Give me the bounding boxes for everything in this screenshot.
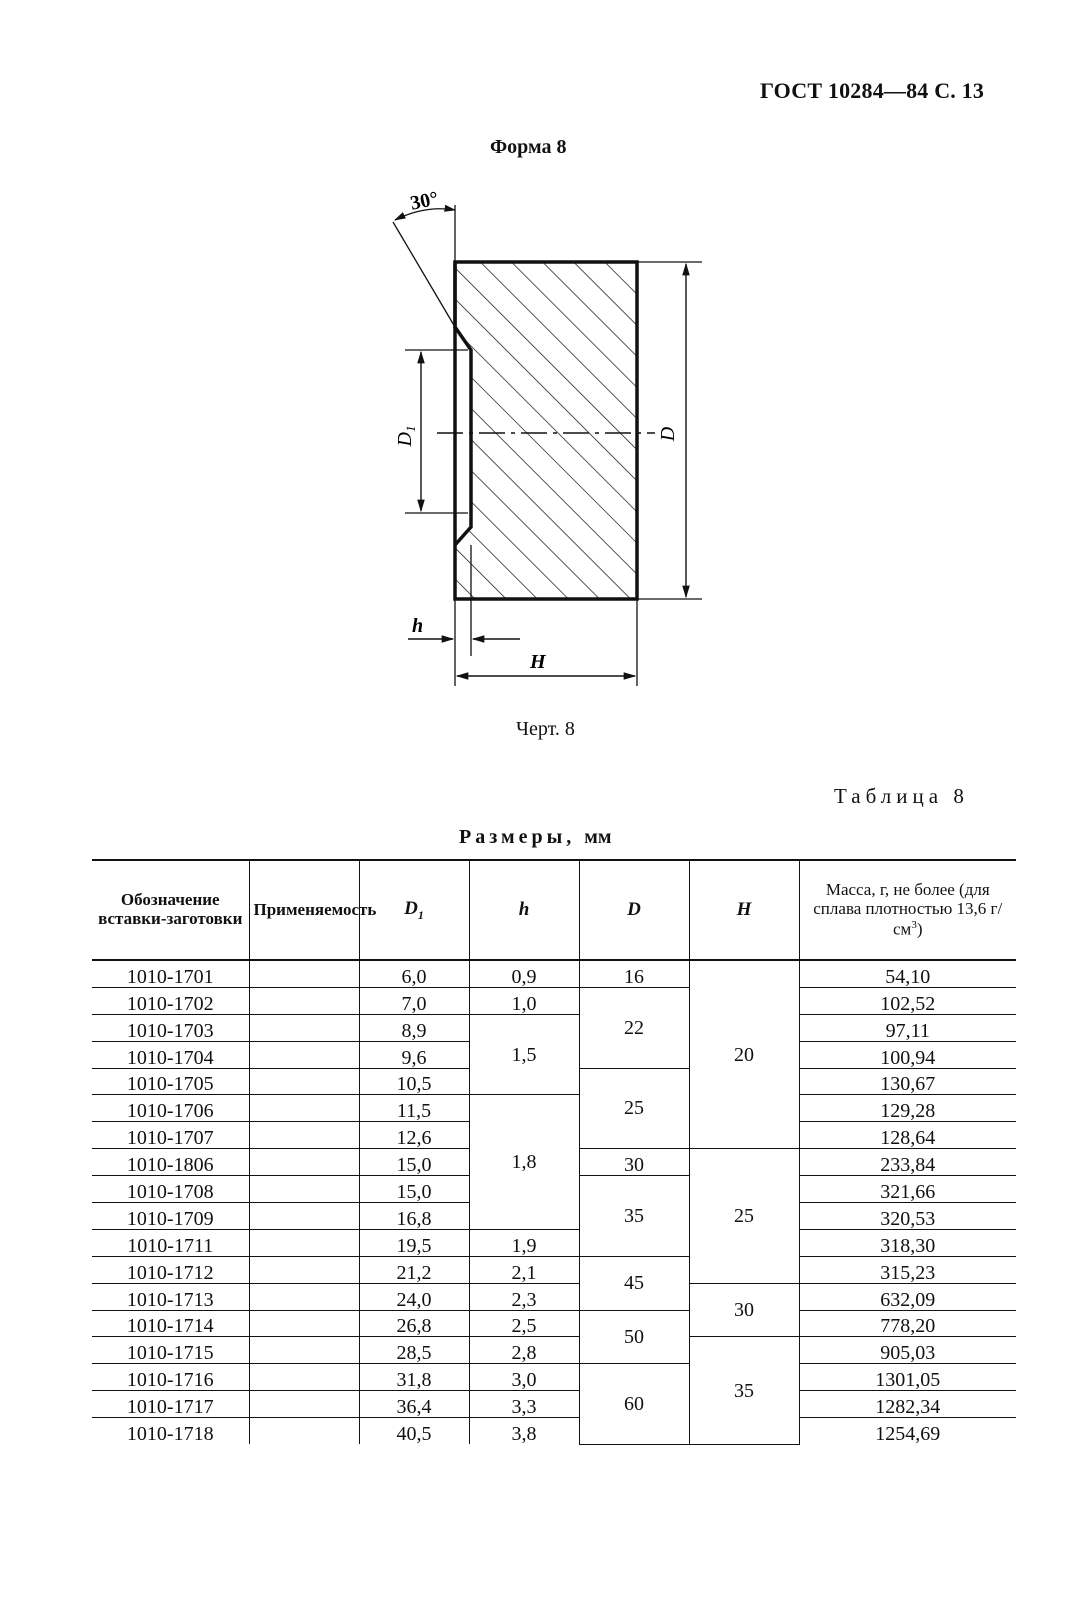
cell-h: 3,0: [469, 1364, 579, 1391]
cell-applicability: [249, 1283, 359, 1310]
cell-mass: 315,23: [799, 1256, 1016, 1283]
cell-h: 2,5: [469, 1310, 579, 1337]
cell-mass: 321,66: [799, 1176, 1016, 1203]
cell-designation: 1010-1713: [92, 1283, 249, 1310]
d-label: D: [657, 426, 679, 442]
cell-mass: 97,11: [799, 1014, 1016, 1041]
table-row: [92, 987, 1016, 1014]
cell-h: 1,8: [469, 1095, 579, 1229]
cell-mass: 129,28: [799, 1095, 1016, 1122]
cell-applicability: [249, 1310, 359, 1337]
cell-mass: 778,20: [799, 1310, 1016, 1337]
cell-d1: 15,0: [359, 1149, 469, 1176]
cell-d1: 40,5: [359, 1418, 469, 1444]
cell-d1: 28,5: [359, 1337, 469, 1364]
cell-d1: 16,8: [359, 1203, 469, 1230]
cell-designation: 1010-1704: [92, 1041, 249, 1068]
cell-d1: 21,2: [359, 1256, 469, 1283]
table-row: [92, 1310, 1016, 1337]
cell-H: 25: [689, 1149, 799, 1283]
cell-d1: 12,6: [359, 1122, 469, 1149]
cell-designation: 1010-1712: [92, 1256, 249, 1283]
cell-designation: 1010-1701: [92, 960, 249, 987]
cell-mass: 318,30: [799, 1229, 1016, 1256]
cell-designation: 1010-1705: [92, 1068, 249, 1095]
cell-d: 60: [579, 1364, 689, 1444]
cell-mass: 100,94: [799, 1041, 1016, 1068]
header-h: h: [469, 860, 579, 960]
cell-mass: 1301,05: [799, 1364, 1016, 1391]
cell-mass: 632,09: [799, 1283, 1016, 1310]
cell-d: 16: [579, 960, 689, 987]
cell-d: 25: [579, 1068, 689, 1149]
table-header-row: [92, 860, 1016, 960]
table-row: [92, 1256, 1016, 1283]
cell-d1: 26,8: [359, 1310, 469, 1337]
cell-h: 2,3: [469, 1283, 579, 1310]
cell-designation: 1010-1715: [92, 1337, 249, 1364]
cell-mass: 905,03: [799, 1337, 1016, 1364]
cell-h: 3,8: [469, 1418, 579, 1444]
cell-designation: 1010-1706: [92, 1095, 249, 1122]
header-mass: Масса, г, не более (для сплава плотностью 13,6 $г/см^3$): [799, 860, 1016, 960]
cell-applicability: [249, 1176, 359, 1203]
cell-H: 35: [689, 1337, 799, 1444]
cell-d1: 15,0: [359, 1176, 469, 1203]
cell-designation: 1010-1703: [92, 1014, 249, 1041]
cell-mass: 102,52: [799, 987, 1016, 1014]
cell-d1: 10,5: [359, 1068, 469, 1095]
angle-label: 30°: [408, 187, 441, 215]
cell-designation: 1010-1806: [92, 1149, 249, 1176]
cell-mass: 1254,69: [799, 1418, 1016, 1444]
cell-d: 35: [579, 1176, 689, 1257]
header-designation: Обозначение вставки-заготовки: [92, 860, 249, 960]
table-row: [92, 1229, 1016, 1256]
cell-d1: 24,0: [359, 1283, 469, 1310]
table-row: [92, 1364, 1016, 1391]
cell-h: 1,5: [469, 1014, 579, 1095]
header-d: D: [579, 860, 689, 960]
cell-d1: 9,6: [359, 1041, 469, 1068]
cell-d1: 7,0: [359, 987, 469, 1014]
cell-applicability: [249, 960, 359, 987]
cell-applicability: [249, 1203, 359, 1230]
cell-designation: 1010-1718: [126, 1423, 214, 1446]
cell-d1: 6,0: [359, 960, 469, 987]
cell-applicability: [249, 1364, 359, 1391]
cell-applicability: [249, 1337, 359, 1364]
cell-applicability: [249, 1229, 359, 1256]
table-row: [92, 1014, 1016, 1041]
header-H: H: [689, 860, 799, 960]
table-row: [92, 1418, 1016, 1444]
part-section: [455, 262, 637, 599]
cell-d1: 31,8: [359, 1364, 469, 1391]
cell-applicability: [249, 987, 359, 1014]
cell-designation: 1010-1714: [92, 1310, 249, 1337]
cell-applicability: [249, 1391, 359, 1418]
header-d1: $D_1$: [359, 860, 469, 960]
cell-designation: 1010-1702: [92, 987, 249, 1014]
cell-h: 2,8: [469, 1337, 579, 1364]
cell-h: 0,9: [469, 960, 579, 987]
cell-d: 30: [579, 1149, 689, 1176]
cell-designation: 1010-1708: [92, 1176, 249, 1203]
cell-applicability: [249, 1122, 359, 1149]
cell-H: 20: [689, 960, 799, 1149]
header-applicability: Применяемость: [249, 860, 359, 960]
cell-h: 1,9: [469, 1229, 579, 1256]
table-row: [92, 1391, 1016, 1418]
cell-applicability: [249, 1418, 359, 1444]
cell-applicability: [249, 1014, 359, 1041]
cell-mass: 54,10: [799, 960, 1016, 987]
cell-mass: 128,64: [799, 1122, 1016, 1149]
table-subtitle: Размеры, мм: [459, 826, 612, 848]
cell-applicability: [249, 1041, 359, 1068]
cell-designation: 1010-1707: [92, 1122, 249, 1149]
cell-mass: 320,53: [799, 1203, 1016, 1230]
dimension-d1: [394, 350, 468, 513]
cell-h: 2,1: [469, 1256, 579, 1283]
table-row: [92, 960, 1016, 987]
dimension-d: [637, 262, 702, 599]
cell-mass: 233,84: [799, 1149, 1016, 1176]
cell-d1: 19,5: [359, 1229, 469, 1256]
cell-applicability: [249, 1256, 359, 1283]
h-label: h: [412, 615, 424, 637]
cell-d1: 11,5: [359, 1095, 469, 1122]
cell-d: 50: [579, 1310, 689, 1364]
cell-applicability: [249, 1068, 359, 1095]
table-row: [92, 1337, 1016, 1364]
cell-designation: 1010-1717: [92, 1391, 249, 1418]
cell-designation: 1010-1711: [92, 1229, 249, 1256]
cell-h: 3,3: [469, 1391, 579, 1418]
cell-designation: 1010-1716: [92, 1364, 249, 1391]
cell-d1: 36,4: [359, 1391, 469, 1418]
cell-d1: 8,9: [359, 1014, 469, 1041]
cell-h: 1,0: [469, 987, 579, 1014]
cell-applicability: [249, 1149, 359, 1176]
page-header: ГОСТ 10284—84 С. 13: [760, 78, 985, 103]
cell-H: 30: [689, 1283, 799, 1337]
cell-designation: 1010-1709: [92, 1203, 249, 1230]
dimensions-table: [92, 859, 1016, 1445]
H-label: H: [530, 651, 546, 673]
table-title: Таблица 8: [834, 784, 969, 808]
cell-applicability: [249, 1095, 359, 1122]
table-row: [92, 1095, 1016, 1122]
table-row: [92, 1283, 1016, 1310]
dimension-H: [457, 599, 637, 686]
cell-d: 45: [579, 1256, 689, 1310]
cell-mass: 130,67: [799, 1068, 1016, 1095]
technical-drawing: [0, 0, 1088, 760]
cell-mass: 1282,34: [799, 1391, 1016, 1418]
cell-d: 22: [579, 987, 689, 1068]
form-title: Форма 8: [490, 136, 567, 158]
dimension-angle: [393, 187, 455, 327]
drawing-caption: Черт. 8: [516, 718, 575, 740]
d1-label: $D_1$: [394, 425, 418, 447]
